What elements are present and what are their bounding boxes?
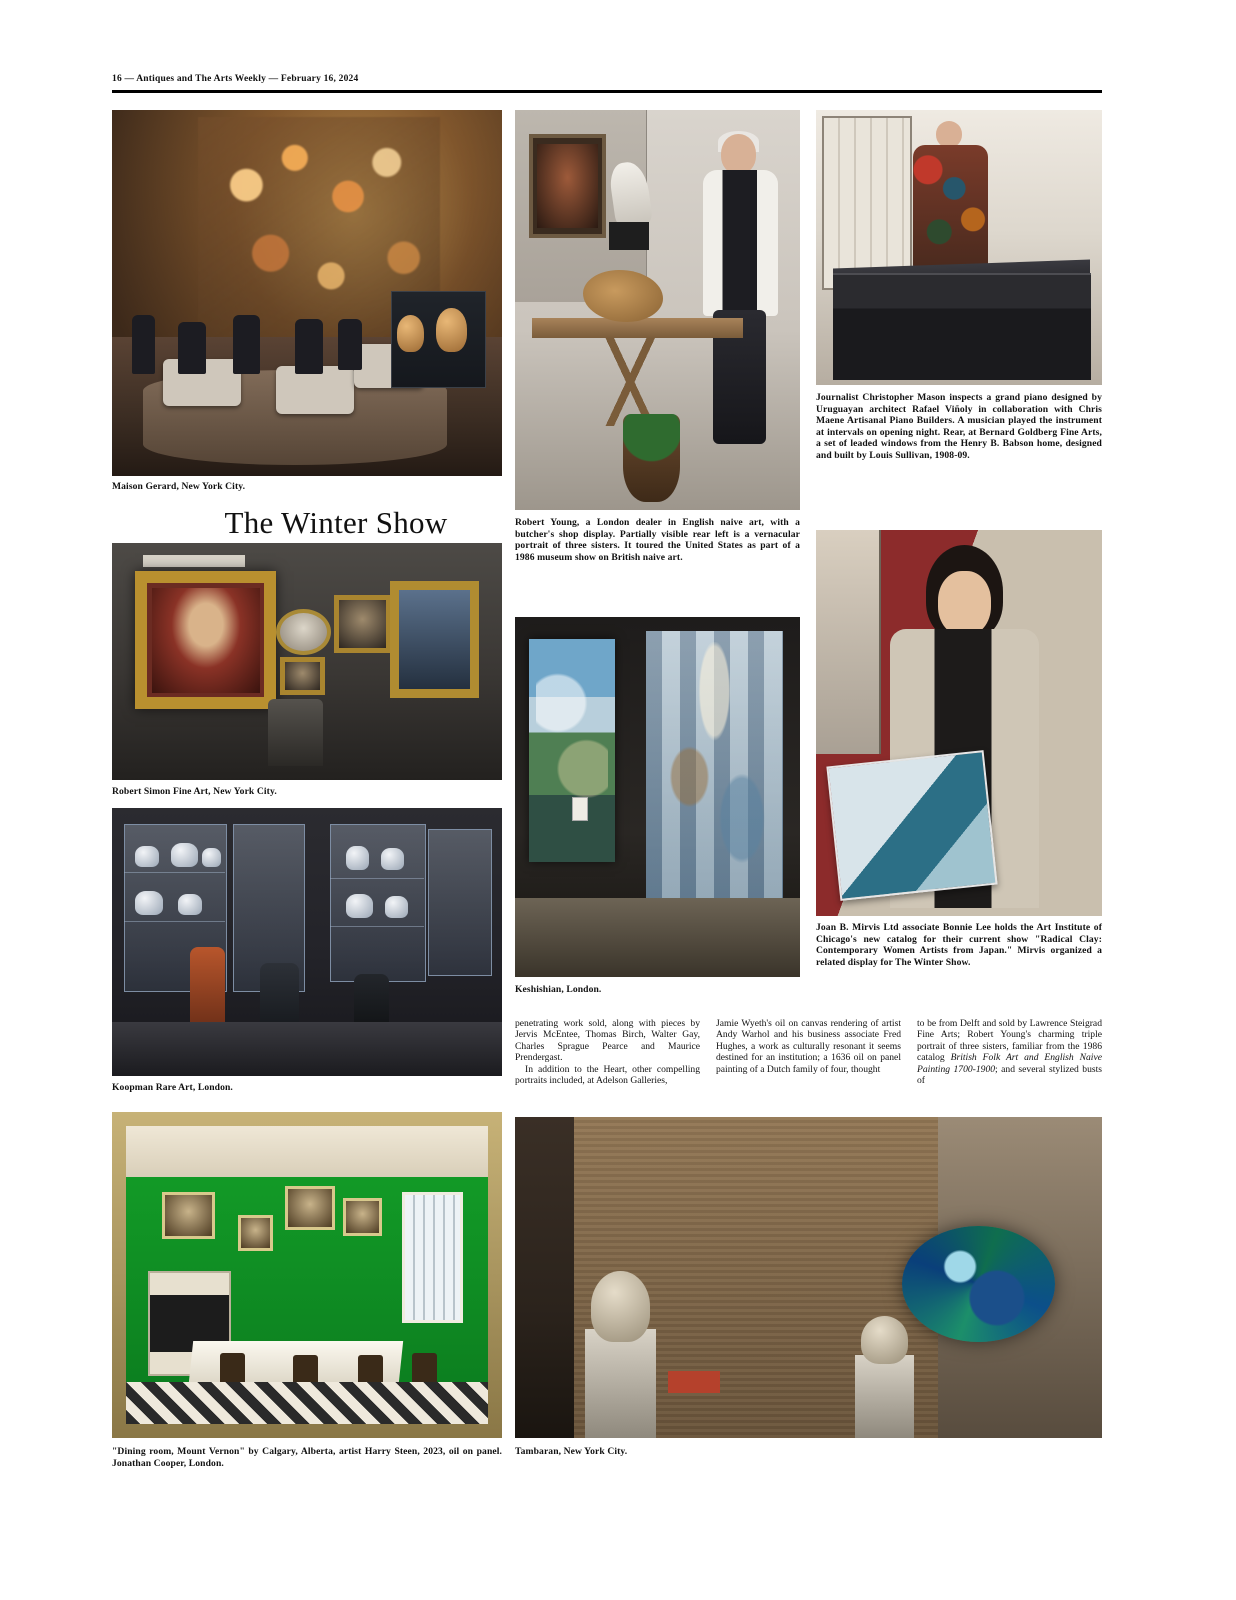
photo-tambaran <box>515 1117 1102 1438</box>
photo-maison-gerard <box>112 110 502 476</box>
photo-joan-mirvis <box>816 530 1102 916</box>
photo-keshishian <box>515 617 800 977</box>
article-col2-para1: Jamie Wyeth's oil on canvas rendering of artist Andy Warhol and his business associate Fred Hughes, a work as culturally resonant it seems destined for an institution; a 1636 oil on panel painting of a Dutch family of four, thought <box>716 1018 901 1075</box>
masthead-line: 16 — Antiques and The Arts Weekly — February 16, 2024 <box>112 74 359 84</box>
photo-grand-piano <box>816 110 1102 385</box>
caption-robert-young: Robert Young, a London dealer in English naive art, with a butcher's shop display. Partially visible rear left is a vernacular portrait of three sisters. It toured the United States as part of a 1986 museum show on British naive art. <box>515 517 800 563</box>
caption-robert-simon: Robert Simon Fine Art, New York City. <box>112 786 277 797</box>
article-column-2 <box>716 1018 901 1075</box>
photo-robert-simon <box>112 543 502 780</box>
caption-koopman: Koopman Rare Art, London. <box>112 1082 233 1093</box>
article-column-1 <box>515 1018 700 1086</box>
caption-grand-piano: Journalist Christopher Mason inspects a grand piano designed by Uruguayan architect Rafael Viñoly in collaboration with Chris Maene Artisanal Piano Builders. A musician played the instrument at intervals on opening night. Rear, at Bernard Goldberg Fine Arts, a set of leaded windows from the Henry B. Babson home, designed and built by Louis Sullivan, 1908-09. <box>816 392 1102 461</box>
article-col3-part-a: to be from Delft and sold by Lawrence Steigrad Fine Arts; Robert Young's charming triple portrait of three sisters, familiar from the 1986 catalog <box>917 1018 1102 1064</box>
photo-dining-room-mount-vernon <box>112 1112 502 1438</box>
photo-robert-young <box>515 110 800 510</box>
article-col1-para2: In addition to the Heart, other compelling portraits included, at Adelson Galleries, <box>515 1063 700 1087</box>
caption-joan-mirvis: Joan B. Mirvis Ltd associate Bonnie Lee holds the Art Institute of Chicago's new catalog for their current show "Radical Clay: Contemporary Women Artists from Japan." Mirvis organized a related display for The Winter Show. <box>816 922 1102 968</box>
caption-dining-room: "Dining room, Mount Vernon" by Calgary, Alberta, artist Harry Steen, 2023, oil on panel. Jonathan Cooper, London. <box>112 1446 502 1469</box>
article-col1-para1: penetrating work sold, along with pieces by Jervis McEntee, Thomas Birch, Walter Gay, Charles Sprague Pearce and Maurice Prendergast. <box>515 1018 700 1064</box>
article-col3-part-b: ; and several stylized busts of <box>917 1063 1103 1087</box>
caption-maison-gerard: Maison Gerard, New York City. <box>112 481 246 492</box>
caption-keshishian: Keshishian, London. <box>515 984 602 995</box>
page-title: The Winter Show <box>224 505 448 540</box>
article-column-3 <box>917 1018 1102 1086</box>
masthead-rule <box>112 90 1102 93</box>
caption-tambaran: Tambaran, New York City. <box>515 1446 628 1457</box>
article-col3-italic-title: British Folk Art and English Naive Painting 1700-1900 <box>917 1052 1102 1075</box>
photo-koopman-rare-art <box>112 808 502 1076</box>
